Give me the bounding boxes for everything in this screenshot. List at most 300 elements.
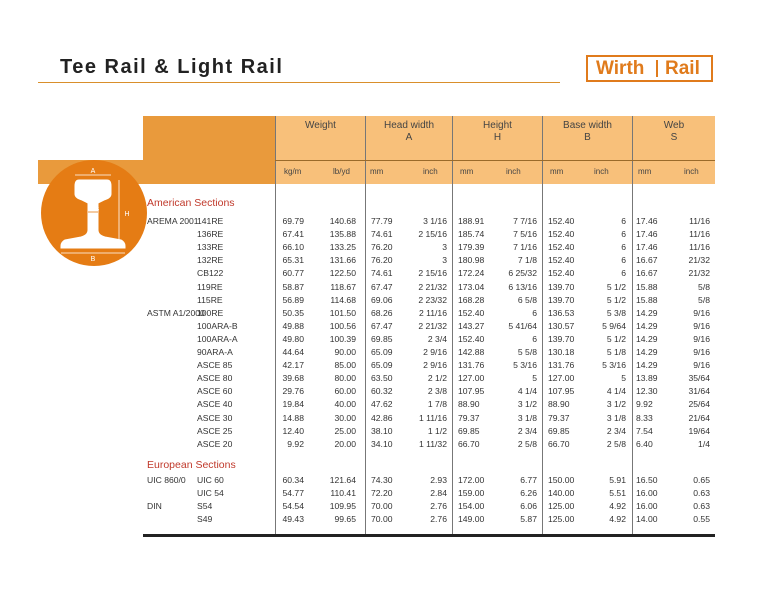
cell-wmm: 14.29: [636, 347, 658, 357]
cell-name: S54: [197, 501, 213, 512]
cell-wmm: 16.67: [636, 255, 658, 266]
header-divider: [275, 160, 715, 161]
cell-hmm: 68.26: [371, 307, 393, 318]
cell-kg: 39.68: [282, 373, 304, 384]
cell-wmm: 14.29: [636, 320, 658, 331]
cell-bmm: 130.18: [548, 347, 575, 357]
cell-htin: 4 1/4: [517, 386, 537, 397]
cell-htmm: 88.90: [458, 399, 480, 410]
cell-bmm: 152.40: [548, 242, 575, 253]
cell-bmm: 139.70: [548, 333, 575, 344]
cell-bin: 5 9/64: [602, 320, 626, 331]
cell-lb: 109.95: [329, 501, 356, 512]
cell-wmm: 16.67: [636, 268, 658, 279]
unit-label: inch: [423, 167, 438, 176]
table-row: [0, 360, 768, 373]
cell-kg: 54.54: [282, 501, 304, 512]
cell-hmm: 65.09: [371, 347, 393, 357]
cell-htmm: 142.88: [458, 347, 485, 357]
cell-lb: 99.65: [334, 514, 356, 525]
cell-htmm: 188.91: [458, 216, 485, 226]
cell-name: 115RE: [197, 294, 223, 305]
cell-wmm: 17.46: [636, 242, 658, 253]
cell-kg: 12.40: [282, 425, 304, 436]
header-height: [453, 120, 542, 144]
cell-win: 0.55: [693, 514, 710, 525]
cell-lb: 30.00: [334, 412, 356, 423]
cell-bin: 2 5/8: [606, 438, 626, 449]
unit-label: kg/m: [284, 167, 302, 176]
cell-wmm: 8.33: [636, 412, 653, 423]
cell-hin: 2 11/16: [418, 307, 447, 318]
cell-htin: 7 7/16: [513, 216, 537, 226]
cell-htmm: 173.04: [458, 281, 485, 292]
cell-win: 1/4: [698, 438, 710, 449]
cell-htin: 2 5/8: [517, 438, 537, 449]
cell-name: ASCE 60: [197, 386, 233, 397]
cell-wmm: 15.88: [636, 294, 658, 305]
cell-win: 21/32: [688, 268, 710, 279]
cell-htmm: 66.70: [458, 438, 480, 449]
cell-htmm: 127.00: [458, 373, 485, 384]
cell-hmm: 76.20: [371, 255, 393, 266]
cell-name: ASCE 85: [197, 360, 233, 371]
cell-htin: 7 1/16: [513, 242, 537, 253]
cell-hin: 2 23/32: [418, 294, 447, 305]
unit-label: mm: [638, 167, 652, 176]
cell-lb: 140.68: [329, 216, 356, 226]
cell-win: 11/16: [689, 229, 710, 240]
unit-label: inch: [506, 167, 521, 176]
cell-name: ASCE 20: [197, 438, 233, 449]
cell-hmm: 74.30: [371, 475, 393, 485]
cell-wmm: 7.54: [636, 425, 653, 436]
cell-htmm: 149.00: [458, 514, 485, 525]
cell-htin: 6 13/16: [508, 281, 537, 292]
cell-hmm: 67.47: [371, 281, 393, 292]
header-height-symbol: H: [493, 132, 502, 143]
cell-htin: 6 25/32: [508, 268, 537, 279]
cell-hmm: 38.10: [371, 425, 393, 436]
cell-htin: 6.26: [520, 488, 537, 499]
header-base-width-label: Base width: [563, 120, 612, 131]
cell-hin: 2 21/32: [418, 281, 447, 292]
cell-name: S49: [197, 514, 213, 525]
header-head-width: [366, 120, 452, 144]
cell-htin: 3 1/2: [517, 399, 537, 410]
cell-kg: 56.89: [282, 294, 304, 305]
cell-bmm: 69.85: [548, 425, 570, 436]
cell-kg: 49.88: [282, 320, 304, 331]
cell-lb: 25.00: [334, 425, 356, 436]
table-row: [0, 255, 768, 268]
cell-name: UIC 60: [197, 475, 224, 485]
cell-bin: 5 1/8: [606, 347, 626, 357]
cell-htmm: 131.76: [458, 360, 485, 371]
cell-lb: 131.66: [329, 255, 356, 266]
cell-kg: 9.92: [287, 438, 304, 449]
cell-name: ASCE 30: [197, 412, 233, 423]
table-row: [0, 308, 768, 321]
unit-label: mm: [370, 167, 384, 176]
cell-hin: 3: [442, 242, 447, 253]
cell-wmm: 12.30: [636, 386, 658, 397]
table-row: [0, 216, 768, 229]
cell-bin: 3 1/2: [606, 399, 626, 410]
header-web: [633, 120, 715, 144]
table-row: [0, 229, 768, 242]
cell-htmm: 172.00: [458, 475, 485, 485]
cell-std: UIC 860/0: [147, 475, 186, 485]
cell-bin: 6: [621, 255, 626, 266]
logo-separator: [656, 60, 658, 77]
cell-hmm: 65.09: [371, 360, 393, 371]
header-head-width-symbol: A: [405, 132, 413, 143]
cell-htin: 7 1/8: [517, 255, 537, 266]
table-row: [0, 242, 768, 255]
cell-bmm: 130.57: [548, 320, 575, 331]
cell-lb: 101.50: [329, 307, 356, 318]
cell-lb: 135.88: [329, 229, 356, 240]
cell-bin: 5 1/2: [606, 281, 626, 292]
cell-hin: 1 1/2: [427, 425, 447, 436]
cell-name: 133RE: [197, 242, 224, 253]
cell-bmm: 131.76: [548, 360, 575, 371]
logo-text-rail: Rail: [665, 57, 700, 79]
cell-hmm: 74.61: [371, 229, 393, 240]
cell-htmm: 185.74: [458, 229, 485, 240]
cell-kg: 67.41: [282, 229, 304, 240]
unit-label: inch: [684, 167, 699, 176]
cell-kg: 29.76: [282, 386, 304, 397]
cell-hin: 3 1/16: [423, 216, 447, 226]
cell-bin: 4.92: [609, 501, 626, 512]
cell-win: 9/16: [693, 320, 710, 331]
cell-htin: 5 5/8: [517, 347, 537, 357]
cell-bin: 6: [621, 229, 626, 240]
cell-win: 9/16: [693, 307, 710, 318]
header-base-width: [543, 120, 632, 144]
cell-hmm: 42.86: [371, 412, 393, 423]
cell-hmm: 70.00: [371, 514, 393, 525]
cell-wmm: 15.88: [636, 281, 658, 292]
section-heading-american: American Sections: [147, 197, 235, 209]
cell-win: 5/8: [698, 281, 710, 292]
cell-kg: 58.87: [282, 281, 304, 292]
cell-wmm: 16.00: [636, 501, 658, 512]
cell-htin: 2 3/4: [517, 425, 537, 436]
table-row: [0, 426, 768, 439]
cell-name: 141RE: [197, 216, 224, 226]
cell-win: 25/64: [688, 399, 710, 410]
table-row: [0, 488, 768, 501]
table-row: [0, 268, 768, 281]
header-head-width-label: Head width: [383, 120, 435, 131]
cell-name: 136RE: [197, 229, 224, 240]
cell-hmm: 72.20: [371, 488, 393, 499]
cell-bmm: 127.00: [548, 373, 575, 384]
cell-htmm: 107.95: [458, 386, 485, 397]
cell-bmm: 107.95: [548, 386, 575, 397]
cell-hmm: 77.79: [371, 216, 393, 226]
logo-text-wirth: Wirth: [596, 57, 645, 79]
cell-htin: 6 5/8: [517, 294, 537, 305]
cell-hin: 2 1/2: [427, 373, 447, 384]
cell-lb: 118.67: [330, 281, 356, 292]
cell-hin: 2 15/16: [418, 268, 447, 279]
cell-wmm: 16.50: [636, 475, 658, 485]
cell-htin: 6: [532, 333, 537, 344]
cell-lb: 121.64: [329, 475, 356, 485]
diagram-label-h: H: [124, 211, 130, 218]
cell-name: 119RE: [197, 281, 223, 292]
cell-bin: 5 3/8: [606, 307, 626, 318]
cell-name: ASCE 25: [197, 425, 233, 436]
cell-std: AREMA 2001: [147, 216, 199, 226]
cell-win: 9/16: [693, 347, 710, 357]
cell-bin: 5.51: [609, 488, 626, 499]
cell-bin: 5 1/2: [606, 294, 626, 305]
cell-htmm: 69.85: [458, 425, 480, 436]
cell-kg: 54.77: [282, 488, 304, 499]
cell-htmm: 180.98: [458, 255, 485, 266]
cell-bin: 4.92: [609, 514, 626, 525]
cell-win: 31/64: [688, 386, 710, 397]
cell-htmm: 79.37: [458, 412, 480, 423]
cell-bin: 5 1/2: [606, 333, 626, 344]
cell-bmm: 152.40: [548, 229, 575, 240]
table-row: [0, 386, 768, 399]
cell-lb: 133.25: [329, 242, 356, 253]
unit-label: inch: [594, 167, 609, 176]
cell-lb: 60.00: [334, 386, 356, 397]
cell-hmm: 69.85: [371, 333, 393, 344]
cell-hin: 2 9/16: [423, 360, 447, 371]
cell-name: 132RE: [197, 255, 224, 266]
cell-kg: 65.31: [282, 255, 304, 266]
cell-bmm: 125.00: [548, 514, 575, 525]
cell-name: 100RE: [197, 307, 224, 318]
cell-wmm: 13.89: [636, 373, 658, 384]
cell-hmm: 34.10: [371, 438, 393, 449]
cell-bin: 6: [621, 268, 626, 279]
table-row: [0, 295, 768, 308]
cell-hin: 2.93: [430, 475, 447, 485]
cell-htmm: 179.39: [458, 242, 485, 253]
table-row: [0, 439, 768, 452]
unit-label: mm: [550, 167, 564, 176]
cell-std: ASTM A1/2000: [147, 307, 205, 318]
cell-bin: 6: [621, 242, 626, 253]
cell-win: 9/16: [693, 333, 710, 344]
section-heading-european: European Sections: [147, 459, 236, 471]
cell-lb: 110.41: [330, 488, 356, 499]
cell-lb: 40.00: [334, 399, 356, 410]
title-underline: [38, 82, 560, 83]
cell-htmm: 152.40: [458, 333, 485, 344]
cell-hmm: 60.32: [371, 386, 393, 397]
cell-bmm: 150.00: [548, 475, 575, 485]
cell-hmm: 76.20: [371, 242, 393, 253]
cell-bmm: 139.70: [548, 281, 575, 292]
cell-bmm: 125.00: [548, 501, 575, 512]
header-base-width-symbol: B: [584, 132, 591, 143]
table-row: [0, 282, 768, 295]
cell-kg: 19.84: [282, 399, 304, 410]
cell-lb: 80.00: [334, 373, 356, 384]
cell-bin: 4 1/4: [606, 386, 626, 397]
table-row: [0, 399, 768, 412]
cell-wmm: 17.46: [636, 229, 658, 240]
table-row: [0, 334, 768, 347]
cell-wmm: 14.29: [636, 333, 658, 344]
cell-htmm: 143.27: [458, 320, 485, 331]
cell-hin: 2.76: [430, 514, 447, 525]
unit-label: lb/yd: [333, 167, 350, 176]
unit-label: mm: [460, 167, 474, 176]
cell-hmm: 70.00: [371, 501, 393, 512]
cell-kg: 49.80: [282, 333, 304, 344]
cell-bin: 2 3/4: [606, 425, 626, 436]
cell-name: ASCE 40: [197, 399, 233, 410]
cell-win: 19/64: [688, 425, 710, 436]
cell-htmm: 172.24: [458, 268, 485, 279]
diagram-label-s: S: [94, 206, 100, 213]
cell-hmm: 69.06: [371, 294, 393, 305]
cell-htin: 6.06: [520, 501, 537, 512]
page-title: Tee Rail & Light Rail: [60, 56, 284, 78]
cell-win: 5/8: [698, 294, 710, 305]
cell-hin: 3: [442, 255, 447, 266]
cell-wmm: 14.29: [636, 360, 658, 371]
header-web-symbol: S: [670, 132, 678, 143]
cell-bin: 5: [621, 373, 626, 384]
cell-hin: 2.76: [430, 501, 447, 512]
cell-lb: 85.00: [334, 360, 356, 371]
cell-win: 0.63: [693, 488, 710, 499]
header-web-label: Web: [663, 120, 685, 131]
cell-hin: 2 15/16: [418, 229, 447, 240]
cell-bin: 5.91: [609, 475, 626, 485]
cell-hin: 2.84: [430, 488, 447, 499]
table-footer-rule: [143, 534, 715, 537]
cell-name: UIC 54: [197, 488, 224, 499]
cell-kg: 66.10: [282, 242, 304, 253]
cell-htmm: 154.00: [458, 501, 485, 512]
table-row: [0, 475, 768, 488]
cell-bmm: 152.40: [548, 268, 575, 279]
cell-bmm: 152.40: [548, 255, 575, 266]
cell-bmm: 88.90: [548, 399, 570, 410]
cell-htmm: 159.00: [458, 488, 485, 499]
cell-kg: 44.64: [282, 347, 304, 357]
wirth-rail-logo: [586, 55, 713, 82]
cell-hin: 2 21/32: [418, 320, 447, 331]
cell-htin: 3 1/8: [517, 412, 537, 423]
cell-bin: 3 1/8: [606, 412, 626, 423]
cell-kg: 60.34: [282, 475, 304, 485]
cell-name: 100ARA-B: [197, 320, 238, 331]
cell-htmm: 168.28: [458, 294, 485, 305]
diagram-label-a: A: [90, 168, 96, 175]
cell-hin: 1 7/8: [427, 399, 447, 410]
cell-htin: 6: [532, 307, 537, 318]
cell-win: 21/32: [688, 255, 710, 266]
cell-name: 90ARA-A: [197, 347, 233, 357]
cell-name: ASCE 80: [197, 373, 233, 384]
cell-win: 9/16: [693, 360, 710, 371]
cell-lb: 100.39: [329, 333, 356, 344]
cell-win: 11/16: [689, 216, 710, 226]
cell-wmm: 14.00: [636, 514, 658, 525]
cell-bmm: 152.40: [548, 216, 575, 226]
cell-hmm: 67.47: [371, 320, 393, 331]
cell-lb: 90.00: [334, 347, 356, 357]
cell-win: 0.65: [693, 475, 710, 485]
cell-lb: 100.56: [329, 320, 356, 331]
cell-htin: 5 3/16: [513, 360, 537, 371]
cell-kg: 14.88: [282, 412, 304, 423]
cell-htmm: 152.40: [458, 307, 485, 318]
cell-hin: 2 9/16: [423, 347, 447, 357]
cell-bin: 6: [621, 216, 626, 226]
cell-hmm: 47.62: [371, 399, 393, 410]
cell-kg: 50.35: [282, 307, 304, 318]
cell-win: 35/64: [688, 373, 710, 384]
cell-hmm: 63.50: [371, 373, 393, 384]
cell-kg: 49.43: [282, 514, 304, 525]
cell-htin: 5.87: [520, 514, 537, 525]
cell-name: CB122: [197, 268, 224, 279]
cell-bmm: 140.00: [548, 488, 575, 499]
table-row: [0, 347, 768, 360]
table-row: [0, 321, 768, 334]
cell-kg: 69.79: [282, 216, 304, 226]
table-row: [0, 514, 768, 527]
cell-std: DIN: [147, 501, 162, 512]
header-weight: Weight: [305, 120, 336, 131]
cell-bmm: 136.53: [548, 307, 575, 318]
cell-hmm: 74.61: [371, 268, 393, 279]
cell-wmm: 16.00: [636, 488, 658, 499]
cell-wmm: 6.40: [636, 438, 653, 449]
cell-win: 0.63: [693, 501, 710, 512]
cell-wmm: 17.46: [636, 216, 658, 226]
cell-bmm: 79.37: [548, 412, 570, 423]
cell-htin: 6.77: [520, 475, 537, 485]
cell-win: 21/64: [688, 412, 710, 423]
header-height-label: Height: [483, 120, 512, 131]
cell-hin: 1 11/16: [418, 412, 447, 423]
cell-lb: 122.50: [329, 268, 356, 279]
table-row: [0, 413, 768, 426]
cell-htin: 5 41/64: [508, 320, 537, 331]
cell-hin: 2 3/4: [427, 333, 447, 344]
cell-wmm: 14.29: [636, 307, 658, 318]
cell-win: 11/16: [689, 242, 710, 253]
cell-wmm: 9.92: [636, 399, 653, 410]
table-row: [0, 373, 768, 386]
cell-hin: 1 11/32: [418, 438, 447, 449]
table-row: [0, 501, 768, 514]
cell-htin: 7 5/16: [513, 229, 537, 240]
cell-lb: 114.68: [330, 294, 356, 305]
cell-kg: 60.77: [282, 268, 304, 279]
cell-bmm: 66.70: [548, 438, 570, 449]
cell-kg: 42.17: [282, 360, 304, 371]
cell-hin: 2 3/8: [427, 386, 447, 397]
cell-htin: 5: [532, 373, 537, 384]
